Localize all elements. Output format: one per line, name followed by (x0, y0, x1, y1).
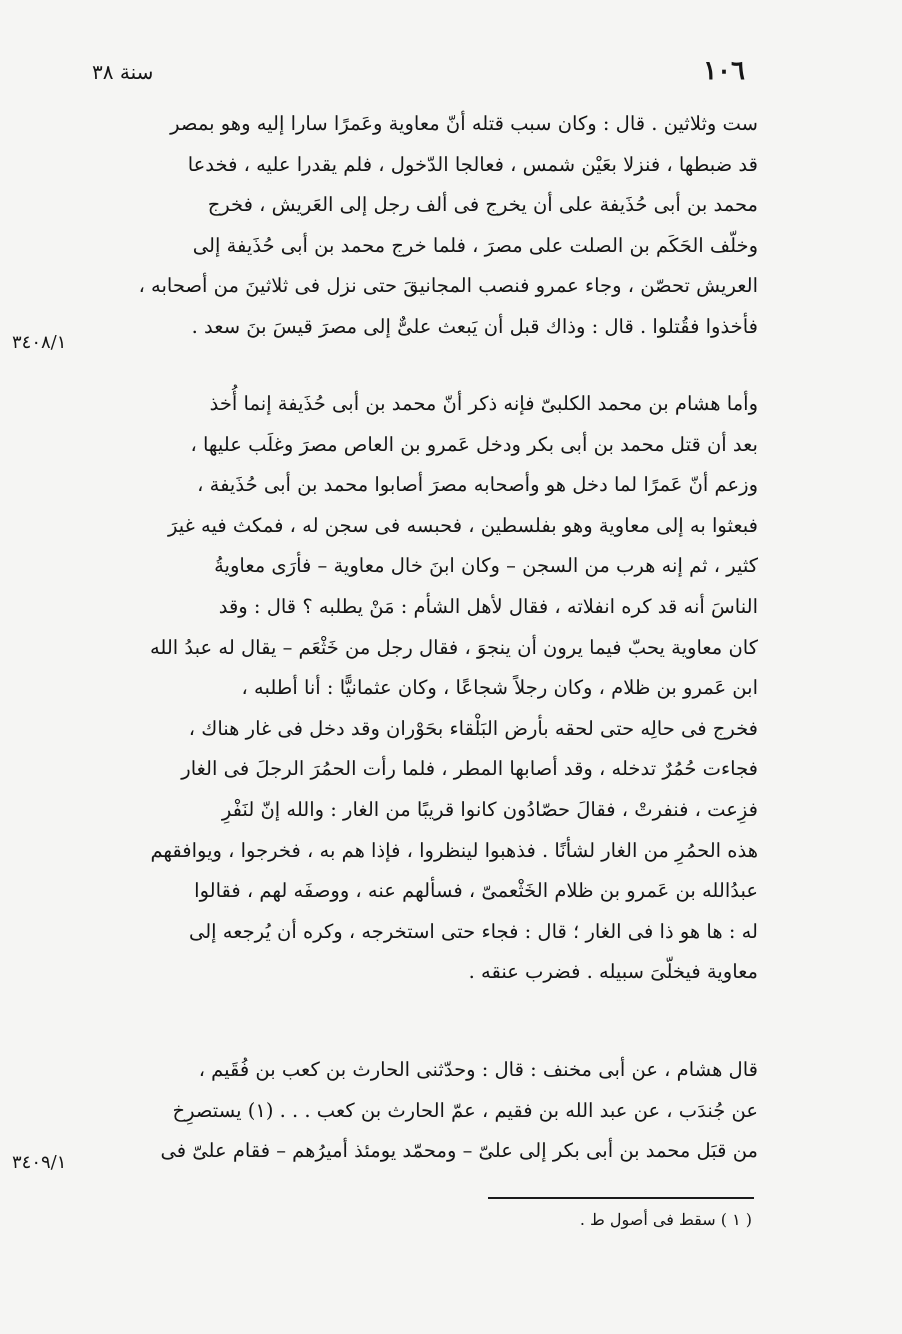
text-line: قد ضبطها ، فنزلا بعَيْن شمس ، فعالجا الدّخول ، فلم يقدرا عليه ، فخدعا (187, 152, 758, 176)
text-line: ست وثلاثين . قال : وكان سبب قتله أنّ معاوية وعَمرًا سارا إليه وهو بمصر (170, 112, 758, 135)
text-line: عن جُندَب ، عن عبد الله بن فقيم ، عمّ الحارث بن كعب . . . (١) يستصرِخ (172, 1098, 758, 1122)
text-line: ابن عَمرو بن ظلام ، وكان رجلاً شجاعًا ، وكان عثمانيًّا : أنا أطلبه ، (241, 676, 758, 700)
text-line: عبدُالله بن عَمرو بن ظلام الخَثْعمىّ ، فسألهم عنه ، ووصفَه لهم ، فقالوا (194, 879, 758, 903)
text-line: فبعثوا به إلى معاوية وهو بفلسطين ، فحبسه فى سجن له ، فمكث فيه غيرَ (168, 513, 758, 537)
text-line: قال هشام ، عن أبى مخنف : قال : وحدّثنى الحارث بن كعب بن فُقَيم ، (198, 1058, 758, 1081)
text-line: كثير ، ثم إنه هرب من السجن – وكان ابنَ خال معاوية – فأرَى معاويةُ (214, 554, 758, 578)
text-line: محمد بن أبى حُذَيفة على أن يخرج فى ألف رجل إلى العَريش ، فخرج (207, 193, 758, 217)
text-line: فخرج فى حالِه حتى لحقه بأرض البَلْقاء بحَوْران وقد دخل فى غار هناك ، (188, 716, 758, 740)
paragraph-3 (96, 1050, 758, 1172)
text-line: وأما هشام بن محمد الكلبىّ فإنه ذكر أنّ محمد بن أبى حُذَيفة إنما أُخذ (209, 392, 758, 415)
paragraph-1 (96, 104, 758, 348)
page-number: ١٠٦ (703, 56, 745, 86)
text-line: وخلّف الحَكَم بن الصلت على مصرَ ، فلما خرج محمد بن أبى حُذَيفة إلى (192, 233, 758, 257)
text-line: الناسَ أنه قد كره انفلاته ، فقال لأهل الشأم : مَنْ يطلبه ؟ قال : وقد (218, 594, 758, 618)
text-line: له : ها هو ذا فى الغار ؛ قال : فجاء حتى استخرجه ، وكره أن يُرجعه إلى (188, 919, 758, 943)
footnote: ( ١ ) سقط فى أصول ط . (579, 1210, 752, 1229)
text-line: بعد أن قتل محمد بن أبى بكر ودخل عَمرو بن العاص مصرَ وغلَب عليها ، (190, 432, 758, 456)
text-line: فأخذوا فقُتلوا . قال : وذاك قبل أن يَبعث علىٌّ إلى مصرَ قيسَ بنَ سعد . (191, 314, 758, 338)
text-line: هذه الحمُرِ من الغار لشأنًا . فذهبوا لينظروا ، فإذا هم به ، فخرجوا ، ويوافقهم (150, 838, 758, 862)
text-line: معاوية فيخلّىَ سبيله . فضرب عنقه . (468, 960, 758, 984)
footnote-divider (488, 1197, 754, 1199)
text-line: كان معاوية يحبّ فيما يرون أن ينجوَ ، فقال رجل من خَثْعَم – يقال له عبدُ الله (149, 635, 758, 659)
paragraph-2 (96, 384, 758, 993)
text-line: العريش تحصّن ، وجاء عمرو فنصب المجانيقَ حتى نزل فى ثلاثينَ من أصحابه ، (138, 274, 758, 298)
text-line: وزعم أنّ عَمرًا لما دخل هو وأصحابه مصرَ أصابوا محمد بن أبى حُذَيفة ، (197, 473, 758, 497)
margin-reference: ٣٤٠٩/١ (12, 1152, 67, 1173)
text-line: فجاءت حُمُرٌ تدخله ، وقد أصابها المطر ، فلما رأت الحمُرَ الرجلَ فى الغار (181, 757, 758, 781)
running-header-year: سنة ٣٨ (92, 60, 154, 84)
text-line: من قبَل محمد بن أبى بكر إلى علىّ – ومحمّد يومئذ أميرُهم – فقام علىّ فى (160, 1139, 758, 1163)
text-line: فزِعت ، فنفرتْ ، فقالَ حصّادُون كانوا قريبًا من الغار : والله إنّ لنَفْرِ (221, 797, 758, 821)
margin-reference: ٣٤٠٨/١ (12, 332, 67, 353)
